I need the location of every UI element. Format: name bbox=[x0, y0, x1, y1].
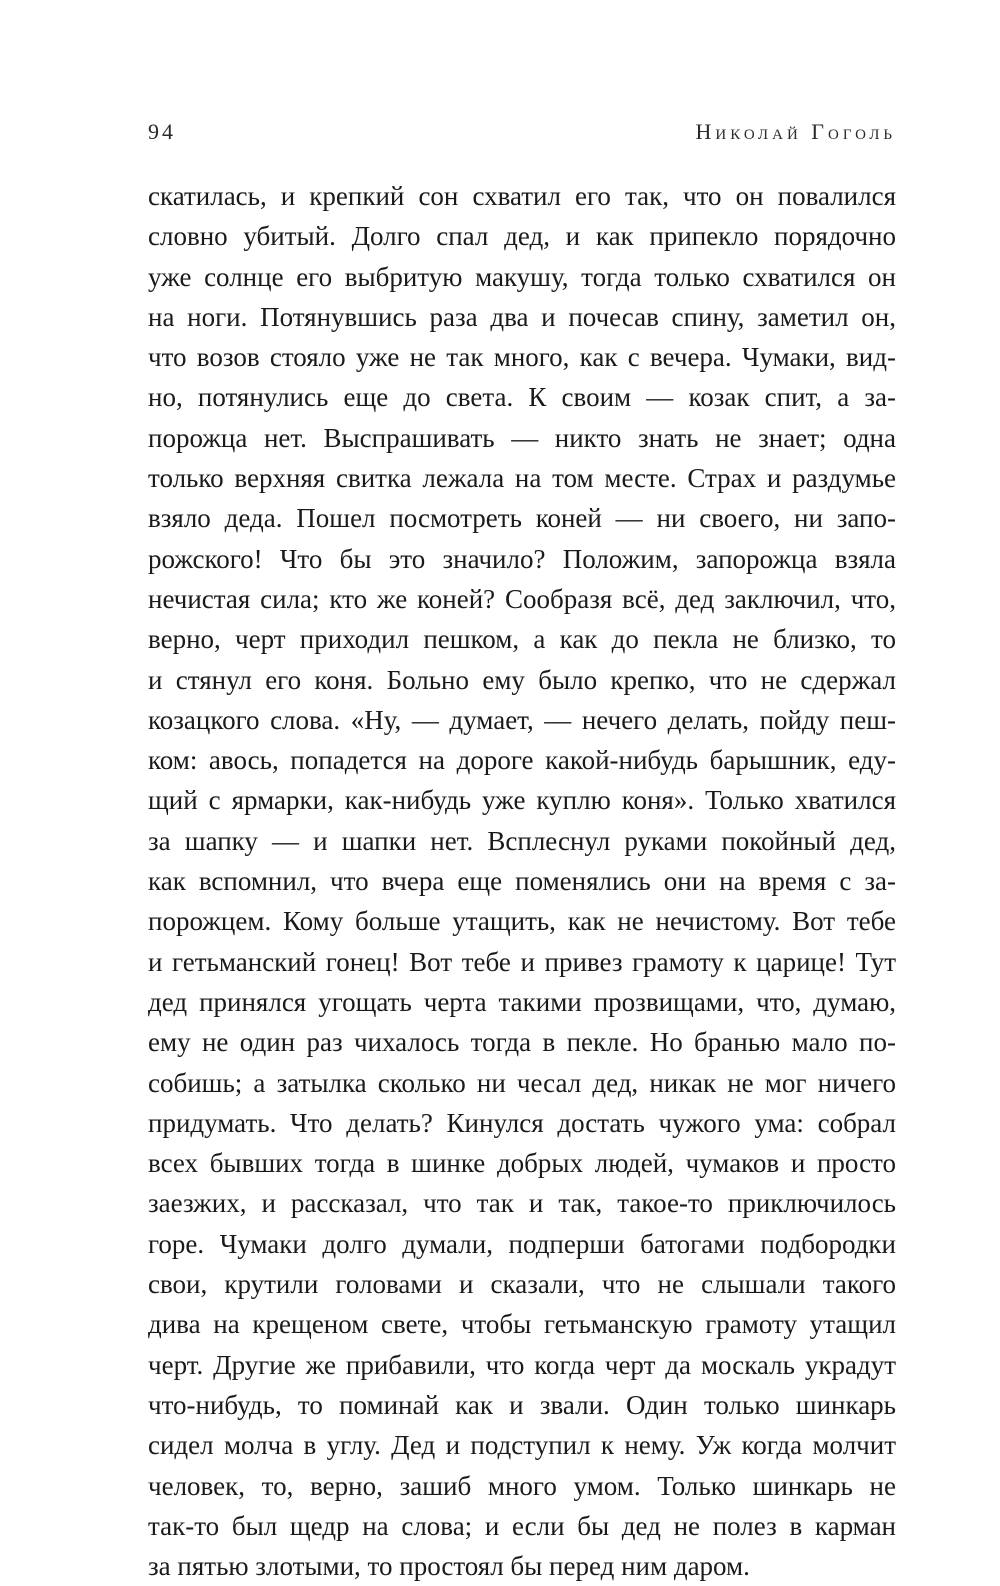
text-line: щий с ярмарки, как-нибудь уже куплю коня». Только хватился bbox=[148, 785, 896, 816]
text-line: собишь; а затылка сколько ни чесал дед, никак не мог ничего bbox=[148, 1067, 896, 1098]
text-line: порожцем. Кому больше утащить, как не нечистому. Вот тебе bbox=[148, 906, 896, 937]
text-line: что-нибудь, то поминай как и звали. Один только шинкарь bbox=[148, 1389, 896, 1420]
text-line: и стянул его коня. Больно ему было крепко, что не сдержал bbox=[148, 664, 896, 695]
text-line: так-то был щедр на слова; и если бы дед не полез в карман bbox=[148, 1510, 896, 1541]
body-text bbox=[148, 176, 896, 1586]
text-line: козацкого слова. «Ну, — думает, — нечего делать, пойду пеш- bbox=[148, 704, 896, 735]
text-line: за шапку — и шапки нет. Всплеснул руками покойный дед, bbox=[148, 825, 896, 856]
text-line: только верхняя свитка лежала на том месте. Страх и раздумье bbox=[148, 463, 896, 494]
text-line: ком: авось, попадется на дороге какой-нибудь барышник, еду- bbox=[148, 745, 896, 776]
text-line: уже солнце его выбритую макушу, тогда только схватился он bbox=[148, 261, 896, 292]
text-line: всех бывших тогда в шинке добрых людей, чумаков и просто bbox=[148, 1148, 896, 1179]
text-line: заезжих, и рассказал, что так и так, такое-то приключилось bbox=[148, 1188, 896, 1219]
text-line: взяло деда. Пошел посмотреть коней — ни своего, ни запо- bbox=[148, 503, 896, 534]
text-line: за пятью злотыми, то простоял бы перед ним даром. bbox=[148, 1551, 750, 1582]
text-line: скатилась, и крепкий сон схватил его так, что он повалился bbox=[148, 181, 896, 211]
text-line: как вспомнил, что вчера еще поменялись они на время с за- bbox=[148, 866, 896, 897]
text-line: и гетьманский гонец! Вот тебе и привез грамоту к царице! Тут bbox=[148, 946, 896, 977]
text-line: свои, крутили головами и сказали, что не слышали такого bbox=[148, 1269, 896, 1300]
text-line: сидел молча в углу. Дед и подступил к нему. Уж когда молчит bbox=[148, 1430, 896, 1461]
text-line: придумать. Что делать? Кинулся достать чужого ума: собрал bbox=[148, 1107, 896, 1138]
text-line: черт. Другие же прибавили, что когда черт да москаль украдут bbox=[148, 1349, 896, 1380]
text-line: ему не один раз чихалось тогда в пекле. Но бранью мало по- bbox=[148, 1027, 896, 1058]
text-line: но, потянулись еще до света. К своим — козак спит, а за- bbox=[148, 382, 896, 413]
text-line: словно убитый. Долго спал дед, и как припекло порядочно bbox=[148, 221, 896, 252]
text-line: горе. Чумаки долго думали, подперши батогами подбородки bbox=[148, 1228, 896, 1259]
text-line: дива на крещеном свете, чтобы гетьманскую грамоту утащил bbox=[148, 1309, 896, 1340]
text-line: дед принялся угощать черта такими прозвищами, что, думаю, bbox=[148, 986, 896, 1017]
author-name: Николай Гоголь bbox=[695, 119, 896, 144]
text-line: рожского! Что бы это значило? Положим, запорожца взяла bbox=[148, 543, 896, 574]
text-line: верно, черт приходил пешком, а как до пекла не близко, то bbox=[148, 624, 896, 655]
running-head bbox=[148, 119, 896, 155]
text-line: человек, то, верно, зашиб много умом. Только шинкарь не bbox=[148, 1470, 896, 1501]
text-line: порожца нет. Выспрашивать — никто знать не знает; одна bbox=[148, 422, 896, 453]
text-line: нечистая сила; кто же коней? Сообразя всё, дед заключил, что, bbox=[148, 583, 896, 614]
text-line: что возов стояло уже не так много, как с вечера. Чумаки, вид- bbox=[148, 342, 896, 373]
text-line: на ноги. Потянувшись раза два и почесав спину, заметил он, bbox=[148, 301, 896, 332]
page-number: 94 bbox=[148, 119, 176, 144]
